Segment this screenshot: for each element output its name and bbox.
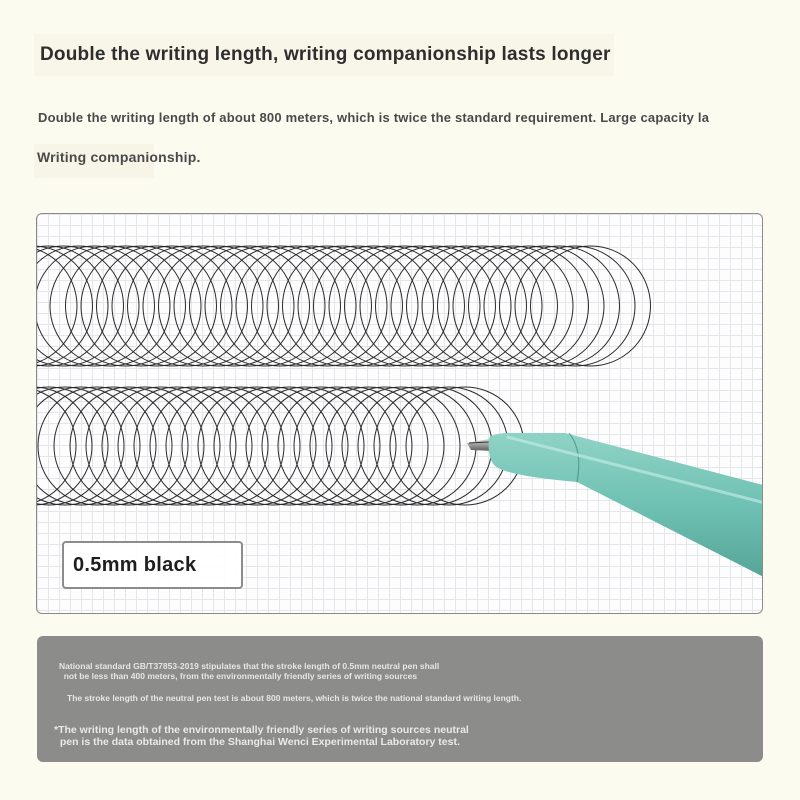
- pen-icon: [467, 433, 763, 594]
- row1-loop-25: [345, 246, 465, 366]
- row1-loop-13: [159, 246, 279, 366]
- row2-loop-5: [38, 387, 156, 505]
- row1-loop-37: [531, 246, 651, 366]
- row1-loop-14: [174, 246, 294, 366]
- row2-loop-24: [342, 387, 460, 505]
- row1-loop-0: [37, 246, 77, 366]
- row1-loop-20: [267, 246, 387, 366]
- row1-loop-15: [190, 246, 310, 366]
- description-line-2: [34, 144, 201, 178]
- row2-loop-25: [358, 387, 476, 505]
- row2-loop-21: [294, 387, 412, 505]
- row1-loop-17: [221, 246, 341, 366]
- row2-loop-14: [182, 387, 300, 505]
- row1-loop-7: [66, 246, 186, 366]
- row2-loop-8: [86, 387, 204, 505]
- row1-loop-1: [37, 246, 93, 366]
- row2-loop-18: [246, 387, 364, 505]
- row1-loop-12: [143, 246, 263, 366]
- row1-loop-22: [298, 246, 418, 366]
- note-footnote: *The writing length of the environmentally friendly series of writing sources neutral pen is the data obtained from the Shanghai Wenci Experimental Laboratory test.: [54, 724, 469, 748]
- row1-loop-30: [422, 246, 542, 366]
- row2-loop-6: [54, 387, 172, 505]
- notes-panel: [37, 636, 763, 762]
- row2-loop-13: [166, 387, 284, 505]
- row2-loop-2: [37, 387, 108, 505]
- row1-loop-2: [37, 246, 108, 366]
- row1-loop-18: [236, 246, 356, 366]
- row1-loop-34: [484, 246, 604, 366]
- row1-loop-11: [128, 246, 248, 366]
- row1-loop-6: [50, 246, 170, 366]
- row1-loop-27: [376, 246, 496, 366]
- note-test-length: The stroke length of the neutral pen test is about 800 meters, which is twice the national standard writing length.: [67, 693, 522, 703]
- row1-loop-10: [112, 246, 232, 366]
- row2-loop-17: [230, 387, 348, 505]
- row1-loop-9: [97, 246, 217, 366]
- row1-loop-36: [515, 246, 635, 366]
- note-standard: National standard GB/T37853-2019 stipulates that the stroke length of 0.5mm neutral pen shall not be less than 400 meters, from the environmentally friendly series of writing sources: [59, 661, 440, 681]
- row1-loop-32: [453, 246, 573, 366]
- row1-loop-35: [500, 246, 620, 366]
- row2-loop-22: [310, 387, 428, 505]
- description-line-2-text: Writing companionship.: [37, 149, 201, 165]
- row2-loop-15: [198, 387, 316, 505]
- row2-loop-3: [37, 387, 124, 505]
- ink-label: 0.5mm black: [62, 541, 243, 589]
- row1-loop-31: [438, 246, 558, 366]
- row1-loop-24: [329, 246, 449, 366]
- row2-loop-16: [214, 387, 332, 505]
- row2-loop-4: [37, 387, 140, 505]
- row2-loop-12: [150, 387, 268, 505]
- row2-loop-1: [37, 387, 92, 505]
- row1-loop-23: [314, 246, 434, 366]
- spiral-row-2: [37, 387, 524, 505]
- spiral-row-1: [37, 246, 651, 366]
- row1-loop-5: [37, 246, 155, 366]
- page-title: Double the writing length, writing companionship lasts longer: [34, 34, 614, 76]
- row2-loop-20: [278, 387, 396, 505]
- row1-loop-21: [283, 246, 403, 366]
- row1-loop-33: [469, 246, 589, 366]
- row2-loop-10: [118, 387, 236, 505]
- row1-loop-16: [205, 246, 325, 366]
- row1-loop-28: [391, 246, 511, 366]
- row2-loop-23: [326, 387, 444, 505]
- row2-loop-11: [134, 387, 252, 505]
- row1-loop-8: [81, 246, 201, 366]
- row1-loop-26: [360, 246, 480, 366]
- row2-loop-9: [102, 387, 220, 505]
- row1-loop-19: [252, 246, 372, 366]
- row2-loop-19: [262, 387, 380, 505]
- description-line-1: Double the writing length of about 800 meters, which is twice the standard requirement. Large capacity la: [38, 110, 710, 125]
- row2-loop-7: [70, 387, 188, 505]
- row1-loop-29: [407, 246, 527, 366]
